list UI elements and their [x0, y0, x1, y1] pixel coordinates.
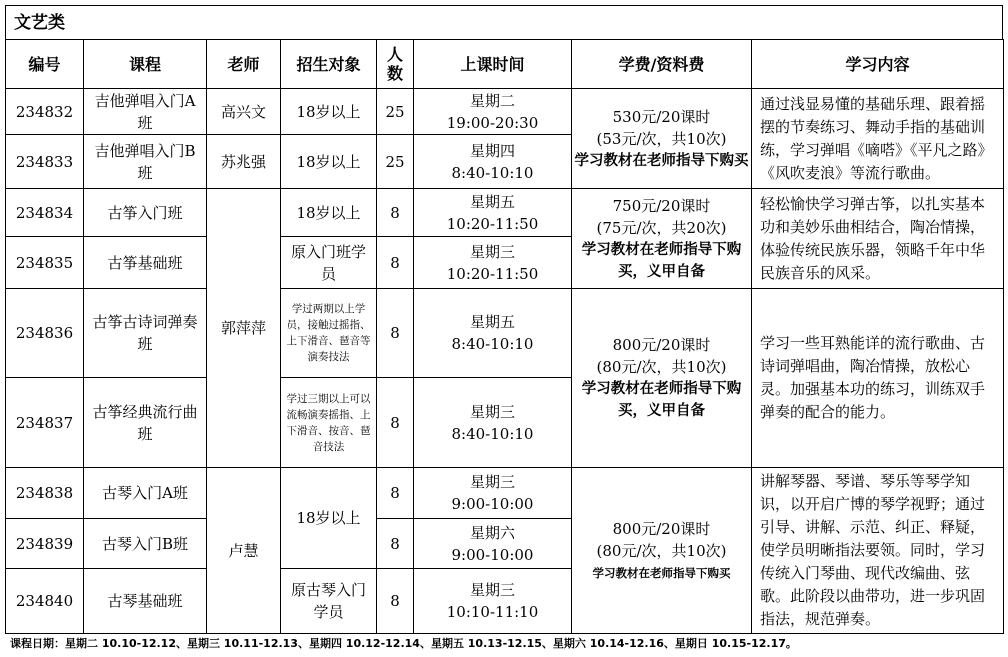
- class-day: 星期三: [469, 581, 515, 600]
- course-code: 234836: [6, 289, 84, 378]
- class-size: 8: [377, 569, 414, 634]
- course-code: 234837: [6, 378, 84, 468]
- class-hours: 10:20-11:50: [446, 214, 539, 233]
- class-day: 星期五: [469, 192, 515, 211]
- class-size: 8: [377, 519, 414, 569]
- fee-price: 750元/20课时: [612, 196, 711, 215]
- target-group: 18岁以上: [281, 189, 377, 237]
- course-name: 古琴基础班: [84, 569, 207, 634]
- course-code: 234835: [6, 237, 84, 289]
- learning-content: 讲解琴器、琴谱、琴乐等琴学知识，以开启广博的琴学视野；通过引导、讲解、示范、纠正、释疑，使学员明晰指法要领。同时，学习传统入门琴曲、现代改编曲、弦歌。此阶段以曲带功，进一步巩固指法，规范弹奏。: [752, 468, 1004, 634]
- class-hours: 9:00-10:00: [451, 495, 534, 514]
- class-size: 8: [377, 189, 414, 237]
- course-code: 234838: [6, 468, 84, 519]
- fee-cell: [572, 89, 752, 189]
- teacher-name: 卢慧: [207, 468, 281, 634]
- class-time: [414, 89, 572, 135]
- class-hours: 8:40-10:10: [451, 335, 534, 353]
- header-fee: 学费/资料费: [572, 40, 752, 89]
- teacher-name: 苏兆强: [207, 135, 281, 189]
- course-name: 吉他弹唱入门A班: [84, 89, 207, 135]
- class-time: [414, 237, 572, 289]
- fee-note: 学习教材在老师指导下购买: [574, 152, 749, 169]
- learning-content: 学习一些耳熟能详的流行歌曲、古诗词弹唱曲，陶冶情操，放松心灵。加强基本功的练习，训练双手弹奏的配合的能力。: [752, 289, 1004, 468]
- class-day: 星期五: [469, 313, 515, 331]
- course-code: 234832: [6, 89, 84, 135]
- fee-note: 学习教材在老师指导下购买，义甲自备: [581, 241, 742, 280]
- class-day: 星期二: [469, 91, 515, 110]
- course-code: 234833: [6, 135, 84, 189]
- fee-note: 学习教材在老师指导下购买，义甲自备: [581, 381, 742, 419]
- fee-note: 学习教材在老师指导下购买: [592, 565, 731, 580]
- fee-cell: [572, 468, 752, 634]
- course-code: 234840: [6, 569, 84, 634]
- fee-per-session: (80元/次，共10次): [596, 541, 727, 560]
- target-group: 学过三期以上可以流畅演奏摇指、上下滑音、按音、琶音技法: [281, 378, 377, 468]
- target-group: 18岁以上: [281, 135, 377, 189]
- class-time: [414, 135, 572, 189]
- learning-content: 轻松愉快学习弹古筝，以扎实基本功和美妙乐曲相结合，陶冶情操，体验传统民族乐器，领略千年中华民族音乐的风采。: [752, 189, 1004, 289]
- header-count: 人数: [377, 40, 414, 89]
- class-size: 8: [377, 289, 414, 378]
- target-group: 18岁以上: [281, 89, 377, 135]
- header-course: 课程: [84, 40, 207, 89]
- header-code: 编号: [6, 40, 84, 89]
- teacher-name: 郭萍萍: [207, 189, 281, 468]
- class-time: [414, 519, 572, 569]
- class-day: 星期四: [469, 141, 515, 160]
- class-time: [414, 189, 572, 237]
- class-hours: 10:20-11:50: [446, 264, 539, 283]
- class-hours: 9:00-10:00: [451, 545, 534, 564]
- class-size: 25: [377, 89, 414, 135]
- class-time: [414, 289, 572, 378]
- course-sheet: [5, 5, 1003, 634]
- class-time: [414, 468, 572, 519]
- header-time: 上课时间: [414, 40, 572, 89]
- section-title: 文艺类: [5, 5, 1003, 39]
- course-name: 古筝基础班: [84, 237, 207, 289]
- class-time: [414, 378, 572, 468]
- course-dates-footer: 课程日期：星期二 10.10-12.12、星期三 10.11-12.13、星期四 10.12-12.14、星期五 10.13-12.15、星期六 10.14-12.16、星期日 10.15-12.17。: [10, 637, 797, 650]
- fee-price: 800元/20课时: [612, 519, 711, 538]
- table-row: [6, 189, 1004, 237]
- fee-cell: [572, 189, 752, 289]
- header-row: [6, 40, 1004, 89]
- teacher-name: 高兴文: [207, 89, 281, 135]
- table-row: [6, 468, 1004, 519]
- header-content: 学习内容: [752, 40, 1004, 89]
- class-hours: 8:40-10:10: [451, 163, 534, 182]
- class-hours: 19:00-20:30: [446, 113, 539, 132]
- table-row: [6, 89, 1004, 135]
- course-name: 古筝经典流行曲班: [84, 378, 207, 468]
- course-name: 吉他弹唱入门B班: [84, 135, 207, 189]
- class-time: [414, 569, 572, 634]
- class-hours: 10:10-11:10: [446, 603, 539, 622]
- fee-per-session: (75元/次，共20次): [596, 218, 727, 237]
- fee-price: 530元/20课时: [612, 107, 711, 126]
- class-hours: 8:40-10:10: [451, 424, 534, 443]
- class-size: 8: [377, 468, 414, 519]
- course-name: 古筝古诗词弹奏班: [84, 289, 207, 378]
- course-name: 古琴入门B班: [84, 519, 207, 569]
- course-table: [5, 39, 1004, 634]
- target-group: 原古琴入门学员: [281, 569, 377, 634]
- course-code: 234839: [6, 519, 84, 569]
- fee-cell: [572, 289, 752, 468]
- table-row: [6, 289, 1004, 378]
- header-target: 招生对象: [281, 40, 377, 89]
- learning-content: 通过浅显易懂的基础乐理、跟着摇摆的节奏练习、舞动手指的基础训练，学习弹唱《嘀嗒》《平凡之路》《风吹麦浪》等流行歌曲。: [752, 89, 1004, 189]
- target-group: 学过两期以上学员，接触过摇指、上下滑音、琶音等演奏技法: [281, 289, 377, 378]
- fee-per-session: (80元/次，共10次): [596, 358, 727, 376]
- fee-per-session: (53元/次，共10次): [596, 129, 727, 148]
- class-size: 8: [377, 378, 414, 468]
- fee-price: 800元/20课时: [612, 336, 711, 354]
- class-day: 星期六: [469, 523, 515, 542]
- class-size: 25: [377, 135, 414, 189]
- target-group: 18岁以上: [281, 468, 377, 569]
- course-code: 234834: [6, 189, 84, 237]
- class-day: 星期三: [469, 473, 515, 492]
- course-name: 古琴入门A班: [84, 468, 207, 519]
- class-day: 星期三: [469, 402, 515, 421]
- class-day: 星期三: [469, 242, 515, 261]
- target-group: 原入门班学员: [281, 237, 377, 289]
- header-teacher: 老师: [207, 40, 281, 89]
- class-size: 8: [377, 237, 414, 289]
- course-name: 古筝入门班: [84, 189, 207, 237]
